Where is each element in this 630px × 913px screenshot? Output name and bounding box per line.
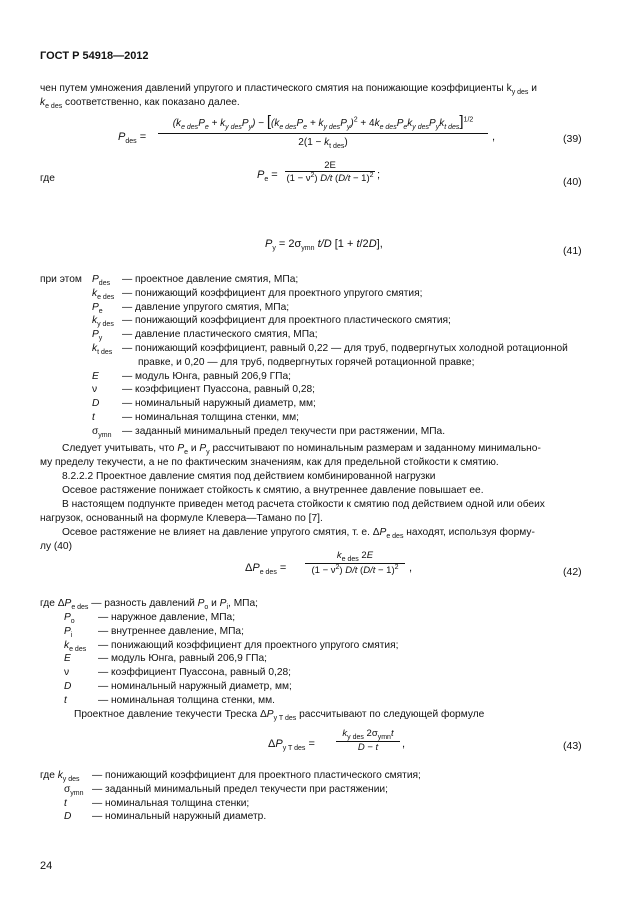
page-number: 24	[40, 860, 53, 872]
def-row: $k_{t des}$ — понижающий коэффициент, равный 0,22 — для труб, подвергнутых холодной ротационной	[92, 342, 568, 357]
def-row: E — модуль Юнга, равный 206,9 ГПа;	[64, 653, 267, 665]
def-row: D — номинальный наружный диаметр, мм;	[64, 680, 292, 692]
defs1-intro: при этом	[40, 274, 82, 285]
intro-text: чен путем умножения давлений упругого и пластического смятия на понижающие коэффициенты k	[40, 83, 512, 94]
equation-42: $\Delta P_{e des}$ = $k_{e des}$ 2E $(1 - \nu^2)$ D/t $(D/t - 1)^2$ ,	[245, 550, 413, 577]
defs3-list	[40, 769, 600, 824]
para2: 8.2.2.2 Проектное давление смятия под действием комбинированной нагрузки	[62, 471, 436, 482]
eq43-denominator: D − t	[357, 741, 379, 753]
eq39-lhs-sub: des	[125, 138, 137, 146]
eq41-number: (41)	[563, 245, 582, 257]
eq39-number: (39)	[563, 133, 582, 145]
equation-40: $P_e$ = $\frac{2E}{(1 - \nu^2) D/t (D/t - 1)^2}$ ;	[257, 160, 381, 185]
document-header: ГОСТ Р 54918—2012	[40, 50, 149, 62]
def-row: где $k_{y des}$ — понижающий коэффициент для проектного пластического смятия;	[40, 770, 421, 784]
def-row: D — номинальный наружный диаметр.	[64, 811, 267, 823]
para1-line1: Следует учитывать, что $P_e$ и $P_y$ рассчитывают по номинальным размерам и заданному минимально-	[62, 443, 541, 457]
def-row: D — номинальный наружный диаметр, мм;	[92, 398, 316, 410]
eq40-num-text: 2E	[324, 160, 336, 171]
eq42-denominator: $(1 - \nu^2)$ D/t $(D/t - 1)^2$	[311, 563, 399, 577]
eq39-num-text: $(k_{e des}P_e + k_{y des}P_y) - [(k_{e des}P_e + k_{y des}P_y)^2 + 4k_{e des}P_ek_{y des}P_yk_{t des}]^{1/2}$	[172, 113, 474, 131]
defs2-list	[64, 611, 564, 708]
intro-line2-text: соответственно, как показано далее.	[62, 97, 240, 108]
def-row: $k_{e des}$ — понижающий коэффициент для проектного упругого смятия;	[92, 287, 423, 301]
para4-line1: В настоящем подпункте приведен метод расчета стойкости к смятию под действием одной или обеих	[62, 499, 545, 510]
para4-line2: нагрузок, основанный на формуле Клевера—Тамано по [7].	[40, 513, 323, 524]
eq40-lhs: P	[257, 169, 265, 181]
para1-line2: му пределу текучести, а не по фактическим значениям, как для предельной стойкости к смятию.	[40, 457, 499, 468]
def-row: t — номинальная толщина стенки, мм.	[64, 694, 275, 706]
where-label-1: где	[40, 173, 55, 184]
defs1-list	[92, 273, 592, 439]
eq40-number: (40)	[563, 176, 582, 188]
eq39-lhs: P	[118, 131, 126, 143]
para3: Осевое растяжение понижает стойкость к смятию, а внутреннее давление повышает ее.	[62, 485, 484, 496]
intro-end: и	[528, 83, 537, 94]
def-row: правке, и 0,20 — для труб, подвергнутых горячей ротационной правке;	[138, 356, 475, 368]
equation-41: $P_y = 2\sigma_{ymn}$ t/D [1 + t/2D],	[265, 238, 383, 253]
defs2-intro: где $\Delta P_{e des}$ — разность давлений $P_o$ и $P_i$, МПа;	[40, 598, 258, 612]
def-row: $P_y$ — давление пластического смятия, МПа;	[92, 329, 318, 343]
intro-k: k	[40, 97, 46, 108]
eq40-denominator: $(1 - \nu^2)$ D/t $(D/t - 1)^2$	[286, 172, 374, 185]
def-row: ν — коэффициент Пуассона, равный 0,28;	[64, 667, 291, 679]
def-row: $P_i$ — внутреннее давление, МПа;	[64, 625, 244, 639]
para6: Проектное давление текучести Треска $\Delta P_{y T des}$ рассчитывают по следующей формуле	[74, 709, 485, 723]
intro-k-sub: e des	[45, 103, 63, 111]
def-row: $\sigma_{ymn}$ — заданный минимальный предел текучести при растяжении;	[64, 783, 388, 797]
def-row: t — номинальная толщина стенки, мм;	[92, 411, 299, 423]
eq40-numerator	[285, 160, 375, 172]
intro-line-2	[40, 96, 240, 113]
def-row: $P_e$ — давление упругого смятия, МПа;	[92, 301, 290, 315]
def-row: $P_{des}$ — проектное давление смятия, МПа;	[92, 274, 299, 288]
intro-sub: y des	[511, 89, 529, 97]
eq42-numerator: $k_{e des}$ 2E	[305, 550, 405, 564]
def-row: $k_{e des}$ — понижающий коэффициент для проектного упругого смятия;	[64, 639, 399, 653]
equation-39: $P_{des}$ = $(k_{e des}P_e + k_{y des}P_y) - [(k_{e des}P_e + k_{y des}P_y)^2 + 4k_{e des}P_ek_{y des}P_yk_{t des}]^{1/2}$ $2(1 - k_{t des})$ ,	[118, 113, 496, 150]
def-row: $P_o$ — наружное давление, МПа;	[64, 612, 236, 626]
eq43-numerator: $k_{y des}$ $2\sigma_{ymn}t$	[336, 728, 400, 742]
eq43-number: (43)	[563, 740, 582, 752]
def-row: $k_{y des}$ — понижающий коэффициент для проектного пластического смятия;	[92, 315, 451, 329]
eq39-denominator: $2(1 - k_{t des})$	[298, 137, 348, 150]
equation-43: $\Delta P_{y T des}$ = $k_{y des}$ $2\sigma_{ymn}t$ D − t ,	[268, 728, 406, 753]
def-row: E — модуль Юнга, равный 206,9 ГПа;	[92, 370, 291, 382]
def-row: $\sigma_{ymn}$ — заданный минимальный предел текучести при растяжении, МПа.	[92, 425, 446, 439]
def-row: t — номинальная толщина стенки;	[64, 797, 250, 809]
eq40-lhs-sub: e	[264, 176, 269, 184]
def-row: ν — коэффициент Пуассона, равный 0,28;	[92, 384, 315, 396]
para5-line1: Осевое растяжение не влияет на давление упругого смятия, т. е. $\Delta P_{e des}$ находят, используя форму-	[62, 527, 535, 541]
eq42-number: (42)	[563, 566, 582, 578]
eq39-numerator	[158, 113, 488, 134]
para5-line2: лу (40)	[40, 541, 72, 552]
